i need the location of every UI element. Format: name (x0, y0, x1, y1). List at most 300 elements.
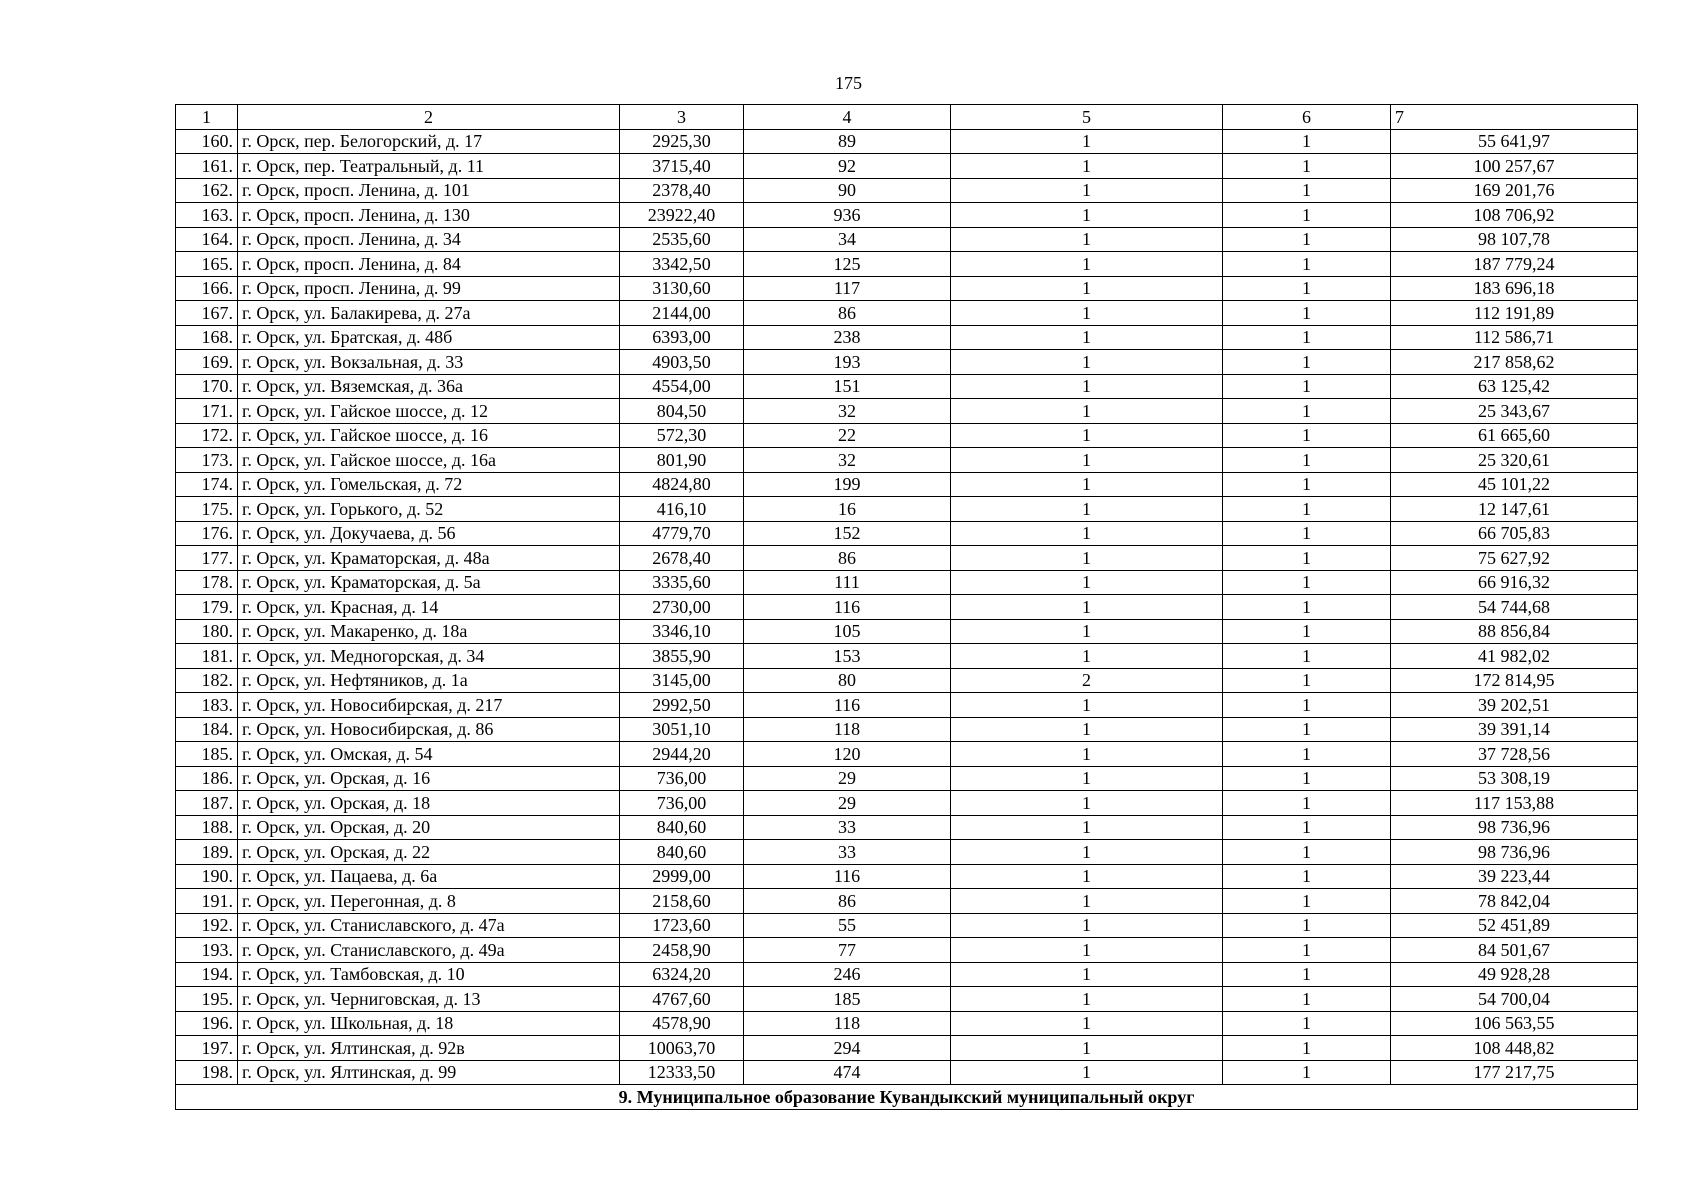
col6-cell: 1 (1223, 203, 1391, 228)
amount-cell: 78 842,04 (1391, 889, 1638, 914)
address-cell: г. Орск, просп. Ленина, д. 99 (238, 276, 620, 301)
table-row (176, 619, 1638, 644)
column-number-row (176, 105, 1638, 130)
col5-cell: 1 (951, 350, 1223, 375)
amount-cell: 39 391,14 (1391, 717, 1638, 742)
column-header: 6 (1223, 105, 1391, 130)
col5-cell: 1 (951, 154, 1223, 179)
table-row (176, 595, 1638, 620)
amount-cell: 217 858,62 (1391, 350, 1638, 375)
area-cell: 840,60 (620, 815, 744, 840)
area-cell: 3145,00 (620, 668, 744, 693)
row-number-cell: 197. (176, 1036, 238, 1061)
row-number-cell: 181. (176, 644, 238, 669)
col5-cell: 1 (951, 595, 1223, 620)
col6-cell: 1 (1223, 178, 1391, 203)
area-cell: 2730,00 (620, 595, 744, 620)
count-cell: 77 (744, 938, 951, 963)
address-cell: г. Орск, ул. Пацаева, д. 6а (238, 864, 620, 889)
col6-cell: 1 (1223, 889, 1391, 914)
col5-cell: 1 (951, 546, 1223, 571)
count-cell: 86 (744, 546, 951, 571)
col6-cell: 1 (1223, 791, 1391, 816)
area-cell: 2535,60 (620, 227, 744, 252)
col6-cell: 1 (1223, 913, 1391, 938)
address-cell: г. Орск, ул. Докучаева, д. 56 (238, 521, 620, 546)
address-cell: г. Орск, ул. Черниговская, д. 13 (238, 987, 620, 1012)
section-title: 9. Муниципальное образование Кувандыкский муниципальный округ (176, 1085, 1638, 1110)
col6-cell: 1 (1223, 962, 1391, 987)
table-row (176, 325, 1638, 350)
address-cell: г. Орск, ул. Нефтяников, д. 1а (238, 668, 620, 693)
table-row (176, 815, 1638, 840)
amount-cell: 37 728,56 (1391, 742, 1638, 767)
row-number-cell: 164. (176, 227, 238, 252)
count-cell: 151 (744, 374, 951, 399)
col5-cell: 1 (951, 987, 1223, 1012)
table-body (176, 129, 1638, 1085)
count-cell: 80 (744, 668, 951, 693)
address-cell: г. Орск, ул. Гомельская, д. 72 (238, 472, 620, 497)
col5-cell: 1 (951, 301, 1223, 326)
address-cell: г. Орск, ул. Гайское шоссе, д. 12 (238, 399, 620, 424)
address-cell: г. Орск, ул. Новосибирская, д. 86 (238, 717, 620, 742)
amount-cell: 25 320,61 (1391, 448, 1638, 473)
amount-cell: 169 201,76 (1391, 178, 1638, 203)
col6-cell: 1 (1223, 154, 1391, 179)
col6-cell: 1 (1223, 570, 1391, 595)
col5-cell: 1 (951, 938, 1223, 963)
amount-cell: 100 257,67 (1391, 154, 1638, 179)
table-row (176, 374, 1638, 399)
row-number-cell: 172. (176, 423, 238, 448)
col6-cell: 1 (1223, 423, 1391, 448)
col5-cell: 1 (951, 448, 1223, 473)
col6-cell: 1 (1223, 546, 1391, 571)
amount-cell: 187 779,24 (1391, 252, 1638, 277)
address-register-table (175, 104, 1638, 1110)
amount-cell: 41 982,02 (1391, 644, 1638, 669)
row-number-cell: 185. (176, 742, 238, 767)
row-number-cell: 190. (176, 864, 238, 889)
amount-cell: 84 501,67 (1391, 938, 1638, 963)
amount-cell: 172 814,95 (1391, 668, 1638, 693)
row-number-cell: 167. (176, 301, 238, 326)
area-cell: 4578,90 (620, 1011, 744, 1036)
area-cell: 572,30 (620, 423, 744, 448)
col6-cell: 1 (1223, 1060, 1391, 1085)
area-cell: 3335,60 (620, 570, 744, 595)
address-cell: г. Орск, ул. Орская, д. 20 (238, 815, 620, 840)
row-number-cell: 180. (176, 619, 238, 644)
column-header: 5 (951, 105, 1223, 130)
row-number-cell: 168. (176, 325, 238, 350)
col6-cell: 1 (1223, 252, 1391, 277)
table-row (176, 521, 1638, 546)
amount-cell: 66 916,32 (1391, 570, 1638, 595)
col5-cell: 1 (951, 423, 1223, 448)
area-cell: 2458,90 (620, 938, 744, 963)
count-cell: 32 (744, 448, 951, 473)
area-cell: 23922,40 (620, 203, 744, 228)
amount-cell: 117 153,88 (1391, 791, 1638, 816)
count-cell: 32 (744, 399, 951, 424)
area-cell: 3130,60 (620, 276, 744, 301)
row-number-cell: 194. (176, 962, 238, 987)
col6-cell: 1 (1223, 595, 1391, 620)
amount-cell: 45 101,22 (1391, 472, 1638, 497)
address-cell: г. Орск, ул. Новосибирская, д. 217 (238, 693, 620, 718)
area-cell: 4824,80 (620, 472, 744, 497)
address-cell: г. Орск, ул. Орская, д. 18 (238, 791, 620, 816)
row-number-cell: 163. (176, 203, 238, 228)
col5-cell: 1 (951, 693, 1223, 718)
area-cell: 2678,40 (620, 546, 744, 571)
row-number-cell: 162. (176, 178, 238, 203)
row-number-cell: 179. (176, 595, 238, 620)
row-number-cell: 182. (176, 668, 238, 693)
amount-cell: 106 563,55 (1391, 1011, 1638, 1036)
address-cell: г. Орск, ул. Тамбовская, д. 10 (238, 962, 620, 987)
page-number: 175 (835, 73, 862, 93)
table-row (176, 350, 1638, 375)
area-cell: 736,00 (620, 791, 744, 816)
area-cell: 3342,50 (620, 252, 744, 277)
count-cell: 89 (744, 129, 951, 154)
address-cell: г. Орск, ул. Омская, д. 54 (238, 742, 620, 767)
table-row (176, 668, 1638, 693)
address-cell: г. Орск, ул. Макаренко, д. 18а (238, 619, 620, 644)
count-cell: 199 (744, 472, 951, 497)
col5-cell: 1 (951, 472, 1223, 497)
col6-cell: 1 (1223, 399, 1391, 424)
table-row (176, 840, 1638, 865)
row-number-cell: 198. (176, 1060, 238, 1085)
count-cell: 936 (744, 203, 951, 228)
count-cell: 474 (744, 1060, 951, 1085)
table-row (176, 1011, 1638, 1036)
amount-cell: 52 451,89 (1391, 913, 1638, 938)
address-cell: г. Орск, ул. Балакирева, д. 27а (238, 301, 620, 326)
col6-cell: 1 (1223, 840, 1391, 865)
count-cell: 118 (744, 1011, 951, 1036)
table-row (176, 399, 1638, 424)
col6-cell: 1 (1223, 766, 1391, 791)
area-cell: 3346,10 (620, 619, 744, 644)
address-cell: г. Орск, пер. Белогорский, д. 17 (238, 129, 620, 154)
col5-cell: 1 (951, 374, 1223, 399)
address-cell: г. Орск, ул. Медногорская, д. 34 (238, 644, 620, 669)
address-cell: г. Орск, ул. Братская, д. 48б (238, 325, 620, 350)
table-row (176, 252, 1638, 277)
row-number-cell: 174. (176, 472, 238, 497)
col5-cell: 1 (951, 570, 1223, 595)
table-row (176, 178, 1638, 203)
amount-cell: 183 696,18 (1391, 276, 1638, 301)
row-number-cell: 196. (176, 1011, 238, 1036)
col6-cell: 1 (1223, 227, 1391, 252)
area-cell: 801,90 (620, 448, 744, 473)
count-cell: 118 (744, 717, 951, 742)
col6-cell: 1 (1223, 815, 1391, 840)
amount-cell: 177 217,75 (1391, 1060, 1638, 1085)
row-number-cell: 189. (176, 840, 238, 865)
count-cell: 117 (744, 276, 951, 301)
col6-cell: 1 (1223, 693, 1391, 718)
col5-cell: 1 (951, 1036, 1223, 1061)
table-row (176, 1036, 1638, 1061)
column-header: 2 (238, 105, 620, 130)
count-cell: 238 (744, 325, 951, 350)
col5-cell: 1 (951, 717, 1223, 742)
col6-cell: 1 (1223, 276, 1391, 301)
row-number-cell: 173. (176, 448, 238, 473)
area-cell: 6393,00 (620, 325, 744, 350)
address-cell: г. Орск, просп. Ленина, д. 101 (238, 178, 620, 203)
row-number-cell: 166. (176, 276, 238, 301)
count-cell: 246 (744, 962, 951, 987)
table-row (176, 423, 1638, 448)
count-cell: 120 (744, 742, 951, 767)
row-number-cell: 176. (176, 521, 238, 546)
section-row (176, 1085, 1638, 1110)
col5-cell: 1 (951, 227, 1223, 252)
column-header: 4 (744, 105, 951, 130)
table-row (176, 472, 1638, 497)
address-cell: г. Орск, ул. Школьная, д. 18 (238, 1011, 620, 1036)
area-cell: 416,10 (620, 497, 744, 522)
address-cell: г. Орск, ул. Гайское шоссе, д. 16а (238, 448, 620, 473)
col6-cell: 1 (1223, 374, 1391, 399)
amount-cell: 25 343,67 (1391, 399, 1638, 424)
table-row (176, 938, 1638, 963)
table-row (176, 962, 1638, 987)
amount-cell: 98 736,96 (1391, 840, 1638, 865)
count-cell: 33 (744, 815, 951, 840)
col5-cell: 1 (951, 276, 1223, 301)
col5-cell: 1 (951, 791, 1223, 816)
amount-cell: 75 627,92 (1391, 546, 1638, 571)
count-cell: 116 (744, 595, 951, 620)
area-cell: 4779,70 (620, 521, 744, 546)
amount-cell: 108 448,82 (1391, 1036, 1638, 1061)
area-cell: 736,00 (620, 766, 744, 791)
col6-cell: 1 (1223, 325, 1391, 350)
col5-cell: 1 (951, 962, 1223, 987)
col5-cell: 1 (951, 742, 1223, 767)
count-cell: 105 (744, 619, 951, 644)
amount-cell: 98 736,96 (1391, 815, 1638, 840)
col6-cell: 1 (1223, 742, 1391, 767)
col5-cell: 1 (951, 913, 1223, 938)
col6-cell: 1 (1223, 497, 1391, 522)
row-number-cell: 186. (176, 766, 238, 791)
row-number-cell: 177. (176, 546, 238, 571)
row-number-cell: 191. (176, 889, 238, 914)
row-number-cell: 192. (176, 913, 238, 938)
col6-cell: 1 (1223, 448, 1391, 473)
table-row (176, 1060, 1638, 1085)
col5-cell: 1 (951, 840, 1223, 865)
area-cell: 2944,20 (620, 742, 744, 767)
amount-cell: 49 928,28 (1391, 962, 1638, 987)
area-cell: 840,60 (620, 840, 744, 865)
count-cell: 185 (744, 987, 951, 1012)
col5-cell: 1 (951, 889, 1223, 914)
row-number-cell: 161. (176, 154, 238, 179)
col6-cell: 1 (1223, 350, 1391, 375)
amount-cell: 53 308,19 (1391, 766, 1638, 791)
area-cell: 2925,30 (620, 129, 744, 154)
count-cell: 86 (744, 889, 951, 914)
address-cell: г. Орск, ул. Вокзальная, д. 33 (238, 350, 620, 375)
amount-cell: 55 641,97 (1391, 129, 1638, 154)
address-cell: г. Орск, ул. Краматорская, д. 48а (238, 546, 620, 571)
area-cell: 12333,50 (620, 1060, 744, 1085)
area-cell: 804,50 (620, 399, 744, 424)
column-header: 3 (620, 105, 744, 130)
col5-cell: 2 (951, 668, 1223, 693)
row-number-cell: 188. (176, 815, 238, 840)
count-cell: 116 (744, 864, 951, 889)
address-cell: г. Орск, ул. Ялтинская, д. 99 (238, 1060, 620, 1085)
row-number-cell: 183. (176, 693, 238, 718)
table-row (176, 864, 1638, 889)
col6-cell: 1 (1223, 644, 1391, 669)
table-row (176, 227, 1638, 252)
amount-cell: 66 705,83 (1391, 521, 1638, 546)
row-number-cell: 171. (176, 399, 238, 424)
count-cell: 92 (744, 154, 951, 179)
row-number-cell: 170. (176, 374, 238, 399)
count-cell: 193 (744, 350, 951, 375)
address-cell: г. Орск, ул. Краматорская, д. 5а (238, 570, 620, 595)
column-header: 1 (176, 105, 238, 130)
table-row (176, 497, 1638, 522)
col6-cell: 1 (1223, 864, 1391, 889)
amount-cell: 54 744,68 (1391, 595, 1638, 620)
area-cell: 10063,70 (620, 1036, 744, 1061)
col5-cell: 1 (951, 325, 1223, 350)
area-cell: 1723,60 (620, 913, 744, 938)
address-cell: г. Орск, ул. Ялтинская, д. 92в (238, 1036, 620, 1061)
col6-cell: 1 (1223, 472, 1391, 497)
table-row (176, 742, 1638, 767)
table-row (176, 693, 1638, 718)
area-cell: 3855,90 (620, 644, 744, 669)
table-row (176, 889, 1638, 914)
table-row (176, 301, 1638, 326)
area-cell: 4767,60 (620, 987, 744, 1012)
col6-cell: 1 (1223, 668, 1391, 693)
row-number-cell: 175. (176, 497, 238, 522)
amount-cell: 39 202,51 (1391, 693, 1638, 718)
col5-cell: 1 (951, 619, 1223, 644)
row-number-cell: 193. (176, 938, 238, 963)
amount-cell: 12 147,61 (1391, 497, 1638, 522)
col5-cell: 1 (951, 644, 1223, 669)
amount-cell: 39 223,44 (1391, 864, 1638, 889)
count-cell: 90 (744, 178, 951, 203)
row-number-cell: 169. (176, 350, 238, 375)
amount-cell: 61 665,60 (1391, 423, 1638, 448)
address-cell: г. Орск, ул. Красная, д. 14 (238, 595, 620, 620)
address-cell: г. Орск, ул. Перегонная, д. 8 (238, 889, 620, 914)
area-cell: 2158,60 (620, 889, 744, 914)
area-cell: 2144,00 (620, 301, 744, 326)
count-cell: 16 (744, 497, 951, 522)
count-cell: 125 (744, 252, 951, 277)
address-cell: г. Орск, ул. Гайское шоссе, д. 16 (238, 423, 620, 448)
row-number-cell: 184. (176, 717, 238, 742)
count-cell: 116 (744, 693, 951, 718)
amount-cell: 88 856,84 (1391, 619, 1638, 644)
table-row (176, 203, 1638, 228)
row-number-cell: 165. (176, 252, 238, 277)
col5-cell: 1 (951, 1060, 1223, 1085)
address-cell: г. Орск, пер. Театральный, д. 11 (238, 154, 620, 179)
area-cell: 2992,50 (620, 693, 744, 718)
amount-cell: 108 706,92 (1391, 203, 1638, 228)
count-cell: 294 (744, 1036, 951, 1061)
col5-cell: 1 (951, 766, 1223, 791)
col5-cell: 1 (951, 178, 1223, 203)
count-cell: 86 (744, 301, 951, 326)
col5-cell: 1 (951, 252, 1223, 277)
area-cell: 2378,40 (620, 178, 744, 203)
table-row (176, 448, 1638, 473)
amount-cell: 54 700,04 (1391, 987, 1638, 1012)
count-cell: 22 (744, 423, 951, 448)
col5-cell: 1 (951, 399, 1223, 424)
column-header: 7 (1391, 105, 1638, 130)
col6-cell: 1 (1223, 717, 1391, 742)
area-cell: 2999,00 (620, 864, 744, 889)
table-row (176, 717, 1638, 742)
col5-cell: 1 (951, 129, 1223, 154)
count-cell: 152 (744, 521, 951, 546)
row-number-cell: 160. (176, 129, 238, 154)
row-number-cell: 195. (176, 987, 238, 1012)
col6-cell: 1 (1223, 938, 1391, 963)
col6-cell: 1 (1223, 619, 1391, 644)
table-row (176, 987, 1638, 1012)
amount-cell: 112 586,71 (1391, 325, 1638, 350)
col6-cell: 1 (1223, 1036, 1391, 1061)
count-cell: 33 (744, 840, 951, 865)
address-cell: г. Орск, просп. Ленина, д. 34 (238, 227, 620, 252)
table-row (176, 644, 1638, 669)
col6-cell: 1 (1223, 521, 1391, 546)
col5-cell: 1 (951, 497, 1223, 522)
amount-cell: 98 107,78 (1391, 227, 1638, 252)
col5-cell: 1 (951, 815, 1223, 840)
address-cell: г. Орск, ул. Вяземская, д. 36а (238, 374, 620, 399)
address-cell: г. Орск, ул. Орская, д. 16 (238, 766, 620, 791)
count-cell: 34 (744, 227, 951, 252)
count-cell: 29 (744, 791, 951, 816)
table-row (176, 276, 1638, 301)
col6-cell: 1 (1223, 129, 1391, 154)
area-cell: 3051,10 (620, 717, 744, 742)
address-cell: г. Орск, ул. Горького, д. 52 (238, 497, 620, 522)
table-row (176, 913, 1638, 938)
row-number-cell: 178. (176, 570, 238, 595)
address-cell: г. Орск, ул. Станиславского, д. 49а (238, 938, 620, 963)
col6-cell: 1 (1223, 1011, 1391, 1036)
address-cell: г. Орск, просп. Ленина, д. 130 (238, 203, 620, 228)
col6-cell: 1 (1223, 301, 1391, 326)
